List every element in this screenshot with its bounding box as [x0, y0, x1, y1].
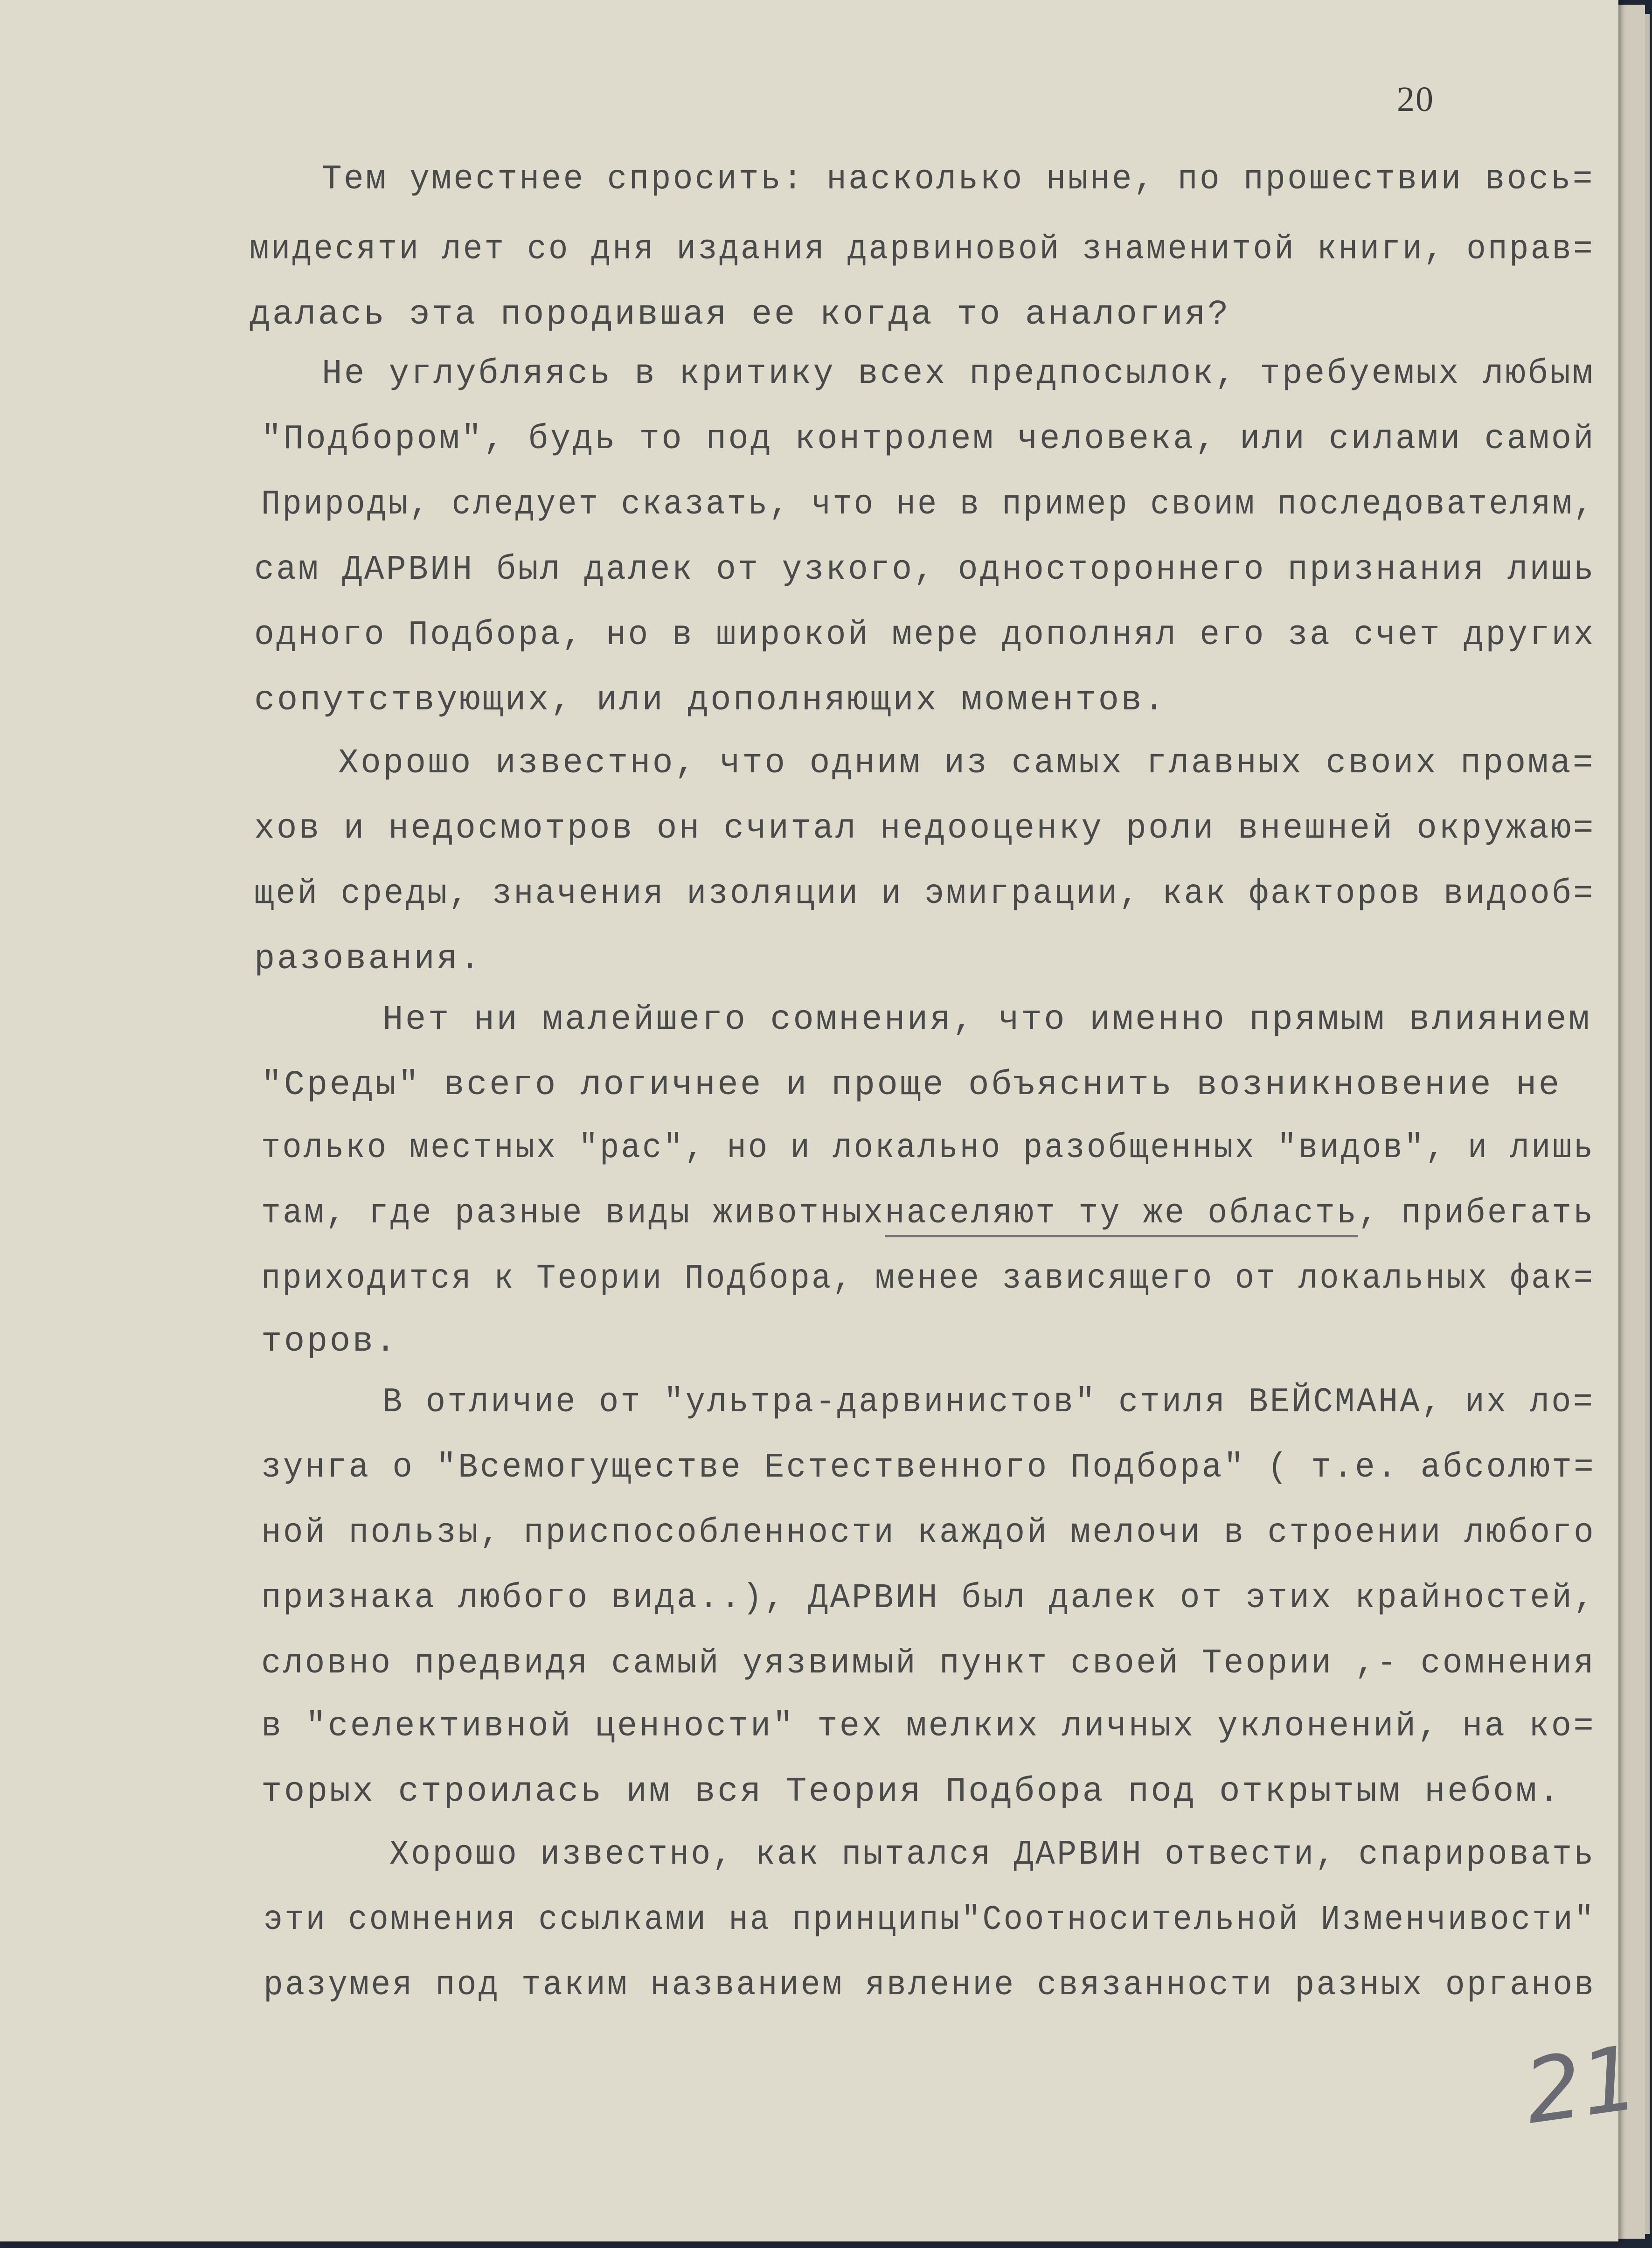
text-line [261, 1196, 1595, 1231]
text-line: сопутствующих, или дополняющих моментов. [254, 681, 1167, 720]
page-number: 20 [1397, 80, 1434, 119]
text-line: хов и недосмотров он считал недооценку роли внешней окружаю= [254, 809, 1596, 848]
text-line: торов. [261, 1322, 398, 1361]
text-line: В отличие от "ультра-дарвинистов" стиля ВЕЙСМАНА, их ло= [382, 1383, 1595, 1422]
text-line: Хорошо известно, что одним из самых главных своих прома= [338, 744, 1595, 783]
text-line: мидесяти лет со дня издания дарвиновой знаменитой книги, оправ= [250, 230, 1595, 269]
text-line: Тем уместнее спросить: насколько ныне, по прошествии вось= [322, 160, 1595, 199]
text-line: признака любого вида..), ДАРВИН был далек от этих крайностей, [261, 1579, 1596, 1618]
text-line: торых строилась им вся Теория Подбора под открытым небом. [261, 1772, 1562, 1811]
text-line: словно предвидя самый уязвимый пункт своей Теории ,- сомнения [261, 1644, 1596, 1683]
text-line: одного Подбора, но в широкой мере дополнял его за счет других [254, 616, 1596, 655]
text-segment: там, где разные виды животных [261, 1194, 885, 1233]
text-line: Хорошо известно, как пытался ДАРВИН отвести, спарировать [389, 1835, 1596, 1874]
text-line: приходится к Теории Подбора, менее зависящего от локальных фак= [261, 1259, 1595, 1298]
text-line: эти сомнения ссылками на принципы"Соотносительной Изменчивости" [264, 1901, 1596, 1940]
text-line: Нет ни малейшего сомнения, что именно прямым влиянием [382, 1000, 1592, 1040]
text-line: далась эта породившая ее когда то аналогия? [250, 295, 1231, 334]
text-line: "Подбором", будь то под контролем человека, или силами самой [261, 420, 1596, 459]
archive-page-stamp: 21 [1518, 2026, 1645, 2144]
text-line: Не углубляясь в критику всех предпосылок, требуемых любым [322, 354, 1595, 394]
text-line: щей среды, значения изоляции и эмиграции, как факторов видооб= [254, 874, 1595, 914]
text-line: Природы, следует сказать, что не в пример своим последователям, [261, 485, 1595, 524]
text-line: в "селективной ценности" тех мелких личных уклонений, на ко= [261, 1707, 1596, 1746]
text-line: "Среды" всего логичнее и проще объяснить возникновение не [261, 1066, 1562, 1105]
text-segment: , прибегать [1358, 1194, 1595, 1233]
text-line: зунга о "Всемогуществе Естественного Подбора" ( т.е. абсолют= [261, 1448, 1596, 1487]
text-line: ной пользы, приспособленности каждой мелочи в строении любого [261, 1513, 1596, 1553]
text-line: разования. [254, 940, 483, 979]
text-line: только местных "рас", но и локально разобщенных "видов", и лишь [261, 1129, 1595, 1168]
text-line: разумея под таким названием явление связанности разных органов [264, 1966, 1596, 2005]
underlined-phrase: населяют ту же область [885, 1194, 1358, 1237]
text-line: сам ДАРВИН был далек от узкого, одностороннего признания лишь [254, 550, 1596, 590]
